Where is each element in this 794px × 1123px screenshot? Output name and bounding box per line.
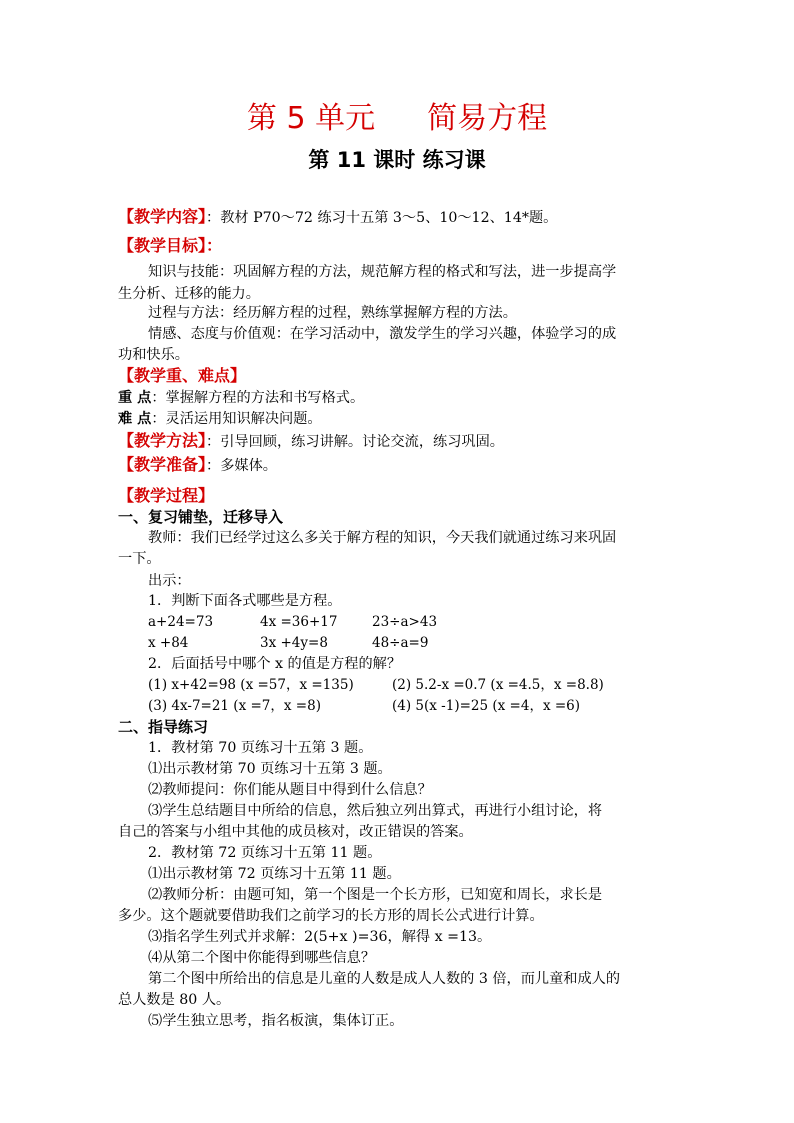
section2-line: 2．教材第 72 页练习十五第 11 题。 bbox=[148, 845, 382, 861]
process-label: 【教学过程】 bbox=[118, 486, 215, 505]
section2-line: ⑷从第二个图中你能得到哪些信息？ bbox=[148, 950, 376, 966]
solution-option: (3) 4x-7=21 (x =7，x =8) bbox=[148, 698, 321, 714]
section2-line: 1．教材第 70 页练习十五第 3 题。 bbox=[148, 740, 373, 756]
objective-line: 功和快乐。 bbox=[118, 347, 189, 363]
objective-line: 知识与技能：巩固解方程的方法，规范解方程的格式和写法，进一步提高学 bbox=[148, 264, 617, 280]
expression: 48÷a=9 bbox=[372, 635, 429, 651]
expression: 4x =36+17 bbox=[260, 614, 338, 630]
unit-number: 第 5 单元 bbox=[246, 101, 376, 136]
preparation-text: ：多媒体。 bbox=[206, 458, 277, 474]
section1-line: 教师：我们已经学过这么多关于解方程的知识，今天我们就通过练习来巩固 bbox=[148, 530, 617, 546]
section2-line: ⑸学生独立思考，指名板演，集体订正。 bbox=[148, 1013, 404, 1029]
unit-title bbox=[0, 100, 794, 138]
objective-line: 生分析、迁移的能力。 bbox=[118, 286, 260, 302]
expression: 3x +4y=8 bbox=[260, 635, 328, 651]
content-text: ：教材 P70～72 练习十五第 3～5、10～12、14*题。 bbox=[206, 210, 558, 226]
method-label: 【教学方法】 bbox=[118, 431, 207, 450]
section2-line: 自己的答案与小组中其他的成员核对，改正错误的答案。 bbox=[118, 824, 473, 840]
solution-option: (4) 5(x -1)=25 (x =4，x =6) bbox=[392, 698, 581, 714]
key-point-row bbox=[118, 388, 364, 408]
section1-line: 出示： bbox=[148, 573, 191, 589]
objective-line: 情感、态度与价值观：在学习活动中，激发学生的学习兴趣，体验学习的成 bbox=[148, 326, 617, 342]
difficulty-text: ：灵活运用知识解决问题。 bbox=[151, 411, 322, 427]
solution-option: (1) x+42=98 (x =57，x =135) bbox=[148, 677, 354, 693]
method-text: ：引导回顾，练习讲解。讨论交流，练习巩固。 bbox=[206, 434, 504, 450]
key-points-label: 【教学重、难点】 bbox=[118, 366, 247, 385]
key-point-label: 重 点 bbox=[118, 390, 152, 406]
section2-line: 总人数是 80 人。 bbox=[118, 992, 231, 1008]
section1-line: 一下。 bbox=[118, 551, 161, 567]
section1-line: 1．判断下面各式哪些是方程。 bbox=[148, 593, 342, 609]
content-label: 【教学内容】 bbox=[118, 207, 207, 226]
section1-question: 2．后面括号中哪个 x 的值是方程的解？ bbox=[148, 656, 402, 672]
content-row bbox=[118, 207, 557, 228]
unit-name: 简易方程 bbox=[427, 101, 548, 136]
section1-heading: 一、复习铺垫，迁移导入 bbox=[118, 508, 284, 526]
key-point-text: ：掌握解方程的方法和书写格式。 bbox=[151, 390, 365, 406]
difficulty-row bbox=[118, 409, 322, 429]
section2-line: ⑵教师提问：你们能从题目中得到什么信息？ bbox=[148, 782, 432, 798]
section2-line: 第二个图中所给出的信息是儿童的人数是成人人数的 3 倍，而儿童和成人的 bbox=[148, 971, 621, 987]
section2-line: ⑴出示教材第 70 页练习十五第 3 题。 bbox=[148, 761, 392, 777]
objective-line: 过程与方法：经历解方程的过程，熟练掌握解方程的方法。 bbox=[148, 305, 517, 321]
difficulty-label: 难 点 bbox=[118, 411, 152, 427]
preparation-row bbox=[118, 455, 277, 476]
section2-line: ⑵教师分析：由题可知，第一个图是一个长方形，已知宽和周长，求长是 bbox=[148, 887, 603, 903]
expression: a+24=73 bbox=[148, 614, 214, 630]
expression: 23÷a>43 bbox=[372, 614, 438, 630]
section2-line: ⑶学生总结题目中所给的信息，然后独立列出算式，再进行小组讨论，将 bbox=[148, 803, 603, 819]
objectives-label: 【教学目标】： bbox=[118, 236, 223, 255]
section2-line: 多少。这个题就要借助我们之前学习的长方形的周长公式进行计算。 bbox=[118, 908, 544, 924]
preparation-label: 【教学准备】 bbox=[118, 455, 207, 474]
solution-option: (2) 5.2-x =0.7 (x =4.5，x =8.8) bbox=[392, 677, 604, 693]
section2-line: ⑴出示教材第 72 页练习十五第 11 题。 bbox=[148, 866, 401, 882]
section2-heading: 二、指导练习 bbox=[118, 718, 209, 736]
expression: x +84 bbox=[148, 635, 189, 651]
lesson-title: 第 11 课时 练习课 bbox=[308, 148, 486, 172]
section2-line: ⑶指名学生列式并求解：2(5+x )=36，解得 x =13。 bbox=[148, 929, 492, 945]
method-row bbox=[118, 431, 504, 452]
